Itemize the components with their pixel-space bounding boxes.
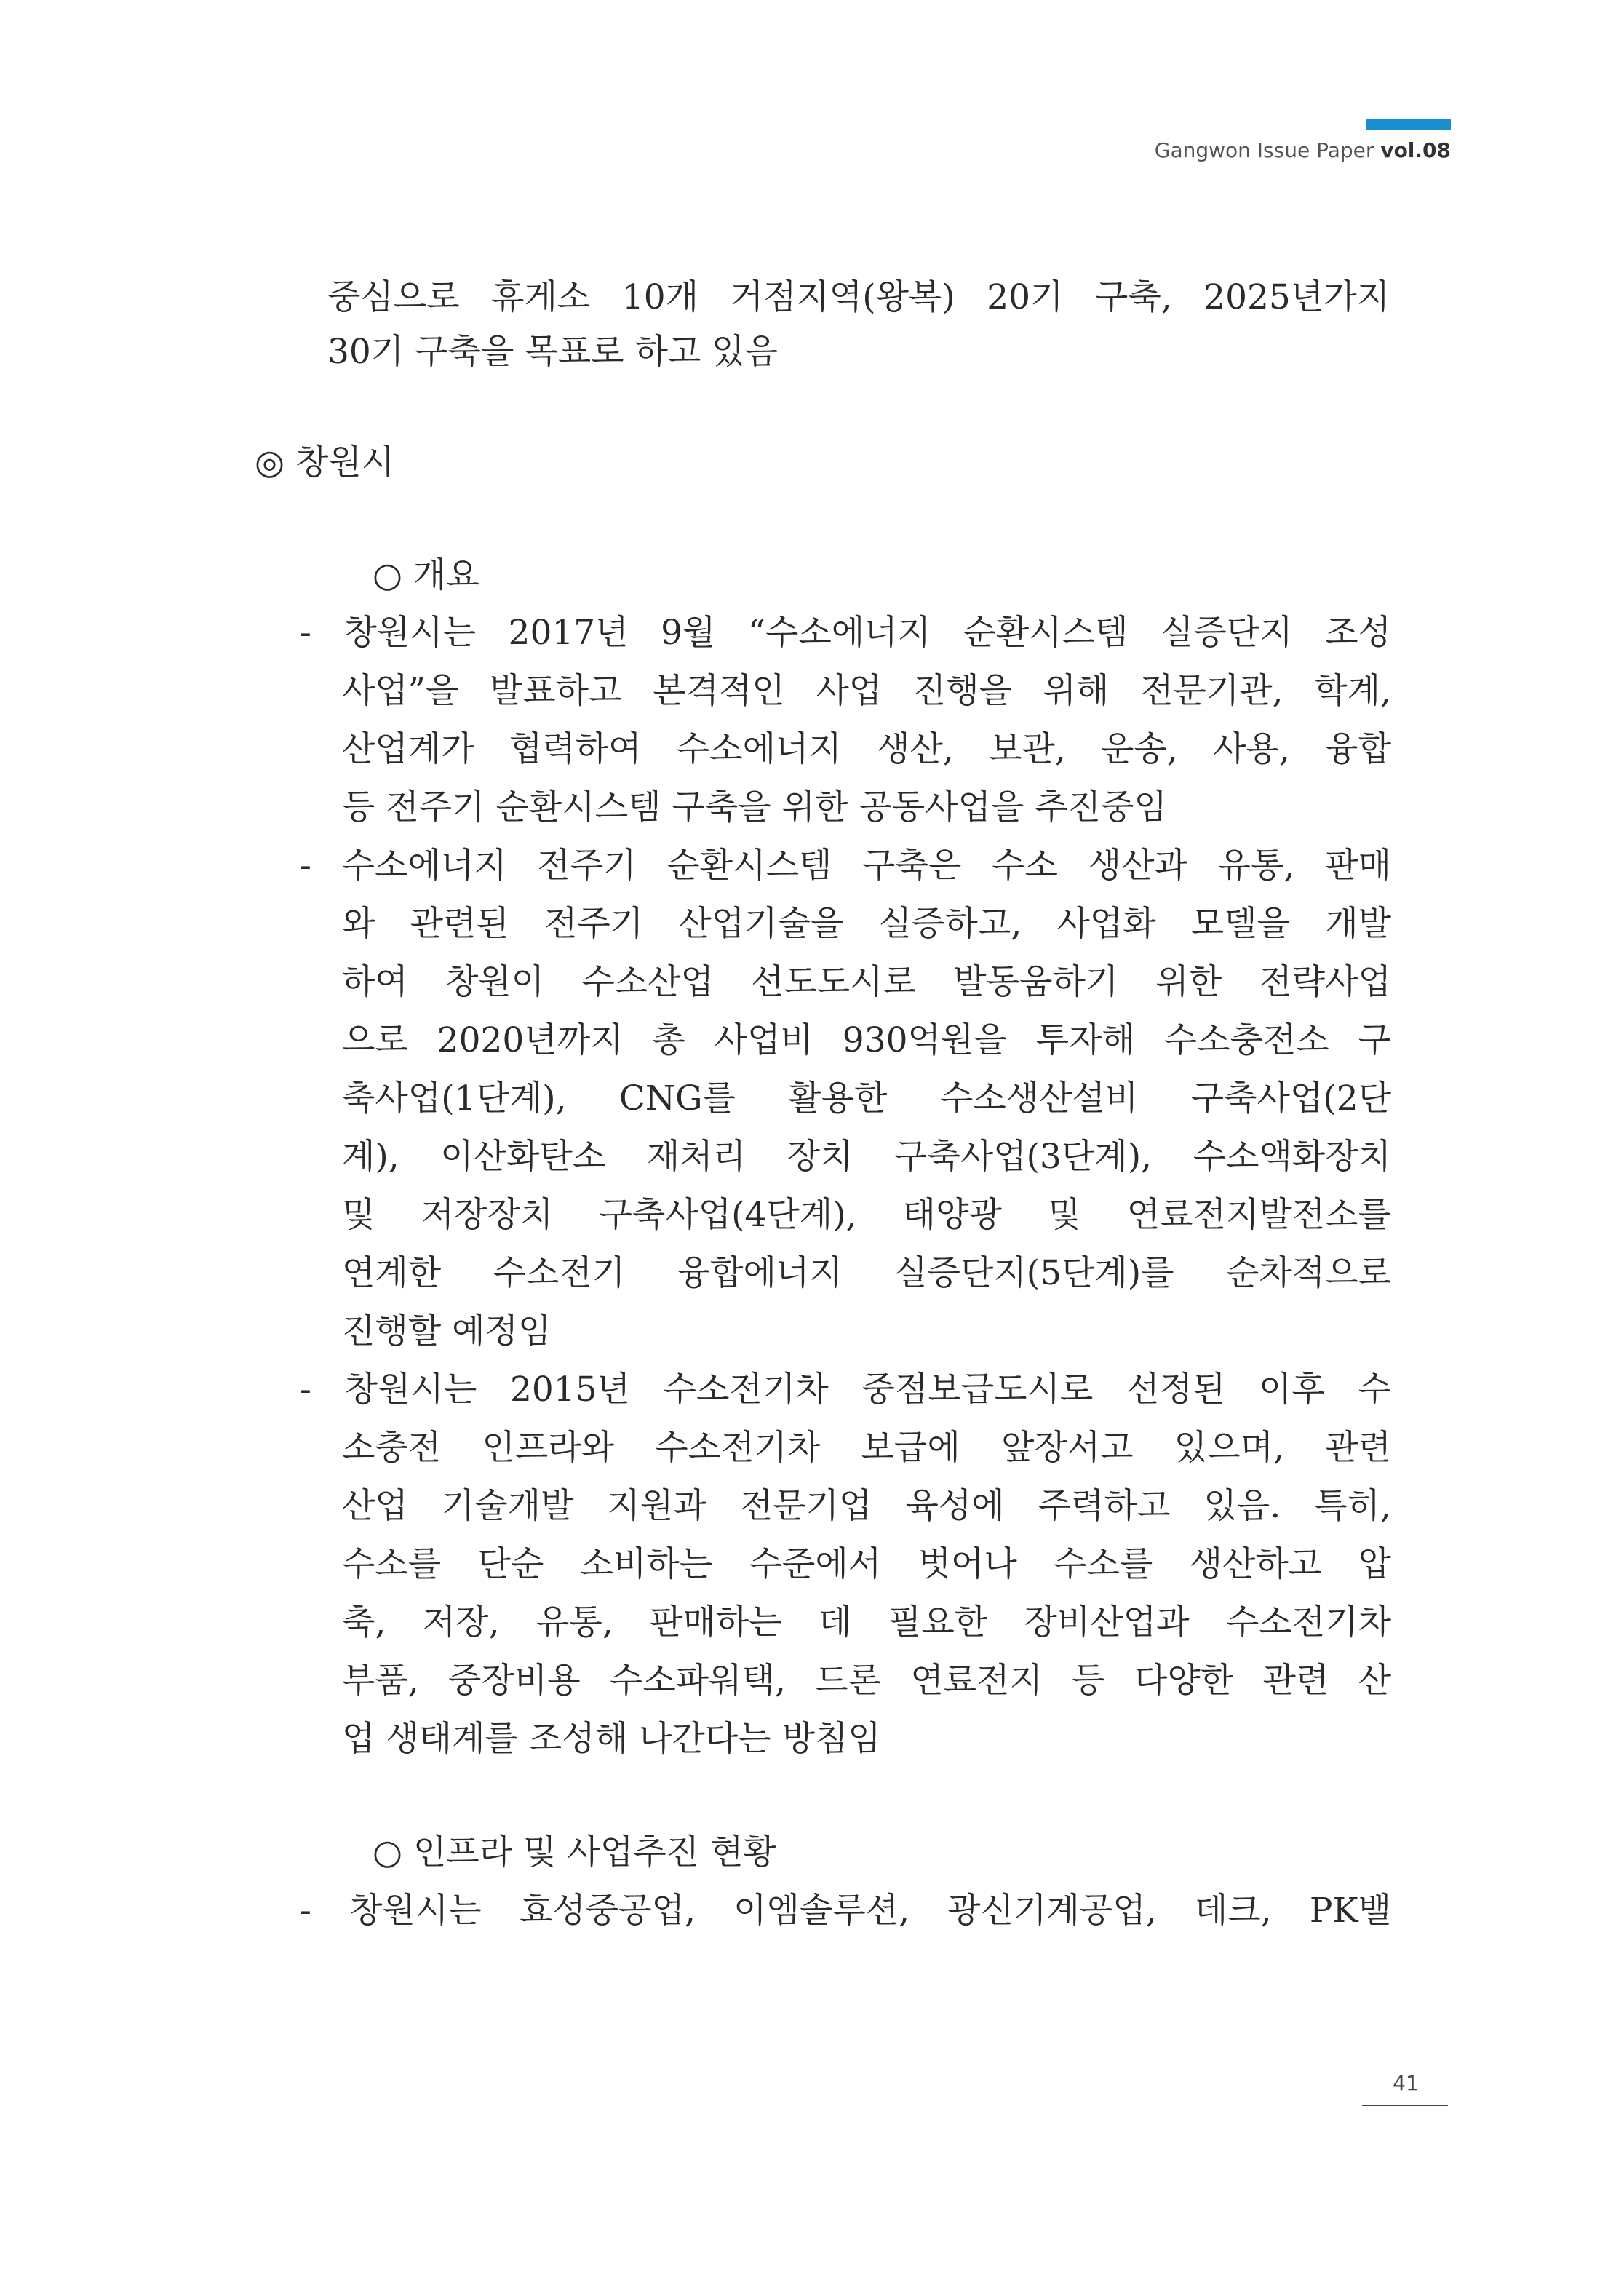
bullet-line: 으로 2020년까지 총 사업비 930억원을 투자해 수소충전소 구 — [342, 1020, 1391, 1060]
bullet-line: 등 전주기 순환시스템 구축을 위한 공동사업을 추진중임 — [342, 787, 1167, 827]
subsection-heading: ○ 개요 — [373, 555, 479, 595]
bullet-line: 업 생태계를 조성해 나간다는 방침임 — [342, 1719, 881, 1759]
page-number: 41 — [1393, 2071, 1419, 2095]
bullet-line: 산업계가 협력하여 수소에너지 생산, 보관, 운송, 사용, 융합 — [342, 729, 1391, 769]
volume-label: vol.08 — [1380, 138, 1451, 162]
subsection-heading: ○ 인프라 및 사업추진 현황 — [373, 1832, 776, 1872]
bullet-line: 와 관련된 전주기 산업기술을 실증하고, 사업화 모델을 개발 — [342, 904, 1391, 944]
bullet-line: 진행할 예정임 — [342, 1311, 552, 1351]
bullet-line: - 수소에너지 전주기 순환시스템 구축은 수소 생산과 유통, 판매 — [300, 846, 1391, 886]
bullet-line: 연계한 수소전기 융합에너지 실증단지(5단계)를 순차적으로 — [342, 1253, 1391, 1293]
body-line: 30기 구축을 목표로 하고 있음 — [327, 332, 778, 372]
bullet-line: - 창원시는 2017년 9월 “수소에너지 순환시스템 실증단지 조성 — [300, 613, 1391, 653]
bullet-line: 및 저장장치 구축사업(4단계), 태양광 및 연료전지발전소를 — [342, 1195, 1391, 1235]
header-accent-bar — [1366, 119, 1451, 130]
body-line: 중심으로 휴게소 10개 거점지역(왕복) 20기 구축, 2025년가지 — [327, 277, 1390, 317]
bullet-line: 사업”을 발표하고 본격적인 사업 진행을 위해 전문기관, 학계, — [342, 671, 1391, 711]
publication-title: Gangwon Issue Paper — [1154, 138, 1381, 162]
bullet-line: - 창원시는 효성중공업, 이엠솔루션, 광신기계공업, 데크, PK밸 — [300, 1891, 1391, 1931]
bullet-line: 산업 기술개발 지원과 전문기업 육성에 주력하고 있음. 특히, — [342, 1486, 1391, 1526]
bullet-line: 부품, 중장비용 수소파워택, 드론 연료전지 등 다양한 관련 산 — [342, 1661, 1391, 1701]
bullet-line: 하여 창원이 수소산업 선도도시로 발동움하기 위한 전략사업 — [342, 962, 1391, 1002]
bullet-line: 축, 저장, 유통, 판매하는 데 필요한 장비산업과 수소전기차 — [342, 1602, 1391, 1642]
running-header — [1155, 138, 1451, 162]
page-number-rule — [1362, 2105, 1448, 2106]
bullet-line: 수소를 단순 소비하는 수준에서 벗어나 수소를 생산하고 압 — [342, 1544, 1391, 1584]
bullet-line: 소충전 인프라와 수소전기차 보급에 앞장서고 있으며, 관련 — [342, 1428, 1391, 1468]
bullet-line: - 창원시는 2015년 수소전기차 중점보급도시로 선정된 이후 수 — [300, 1370, 1391, 1410]
bullet-line: 축사업(1단계), CNG를 활용한 수소생산설비 구축사업(2단 — [342, 1078, 1391, 1118]
section-heading: ◎ 창원시 — [255, 442, 395, 482]
bullet-line: 계), 이산화탄소 재처리 장치 구축사업(3단계), 수소액화장치 — [342, 1137, 1391, 1177]
